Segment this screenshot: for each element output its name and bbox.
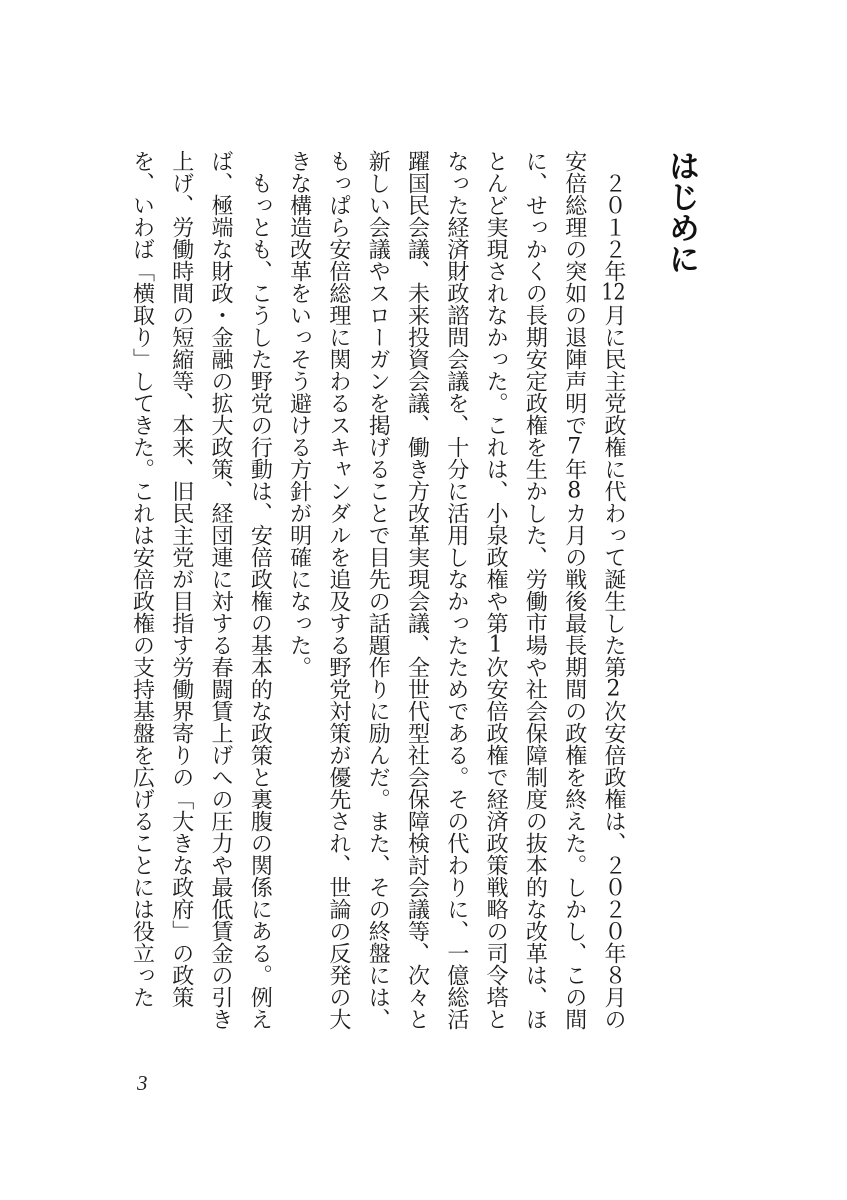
upright-number: 8 <box>567 480 582 502</box>
chapter-title: はじめに <box>663 150 699 274</box>
text-line: 上げ、労働時間の短縮等、本来、旧民主党が目指す労働界寄りの「大きな政府」の政策 <box>168 150 194 1008</box>
upright-number: 12 <box>601 282 626 304</box>
text-line: きな構造改革をいっそう避ける方針が明確になった。 <box>286 150 312 678</box>
upright-number: 7 <box>567 436 582 458</box>
upright-number: 1 <box>488 634 503 656</box>
text-line: ば、極端な財政・金融の拡大政策、経団連に対する春闘賃上げへの圧力や最低賃金の引き <box>208 150 234 1030</box>
text-line: を、いわば「横取り」してきた。これは安倍政権の支持基盤を広げることには役立った <box>129 150 155 1008</box>
text-line: なった経済財政諮問会議を、十分に活用しなかったためである。その代わりに、一億総活 <box>443 150 469 1030</box>
upright-number: 2 <box>606 678 621 700</box>
text-line: に、せっかくの長期安定政権を生かした、労働市場や社会保障制度の抜本的な改革は、ほ <box>522 150 548 1030</box>
body-text <box>122 150 633 1034</box>
text-line: もっとも、こうした野党の行動は、安倍政権の基本的な政策と裏腹の関係にある。例え <box>247 172 273 1030</box>
text-line: 躍国民会議、未来投資会議、働き方改革実現会議、全世代型社会保障検討会議等、次々と <box>404 150 430 1030</box>
text-line: とんど実現されなかった。これは、小泉政権や第1次安倍政権で経済政策戦略の司令塔と <box>483 150 509 1030</box>
text-line: 新しい会議やスローガンを掲げることで目先の話題作りに励んだ。また、その終盤には、 <box>365 150 391 1030</box>
text-line: 安倍総理の突如の退陣声明で7年8カ月の戦後最長期間の政権を終えた。しかし、この間 <box>561 150 587 1030</box>
text-line: もっぱら安倍総理に関わるスキャンダルを追及する野党対策が優先され、世論の反発の大 <box>325 150 351 1030</box>
text-line: ２０１２年12月に民主党政権に代わって誕生した第2次安倍政権は、２０２０年８月の <box>601 172 626 1030</box>
page-number: 3 <box>137 1071 148 1095</box>
